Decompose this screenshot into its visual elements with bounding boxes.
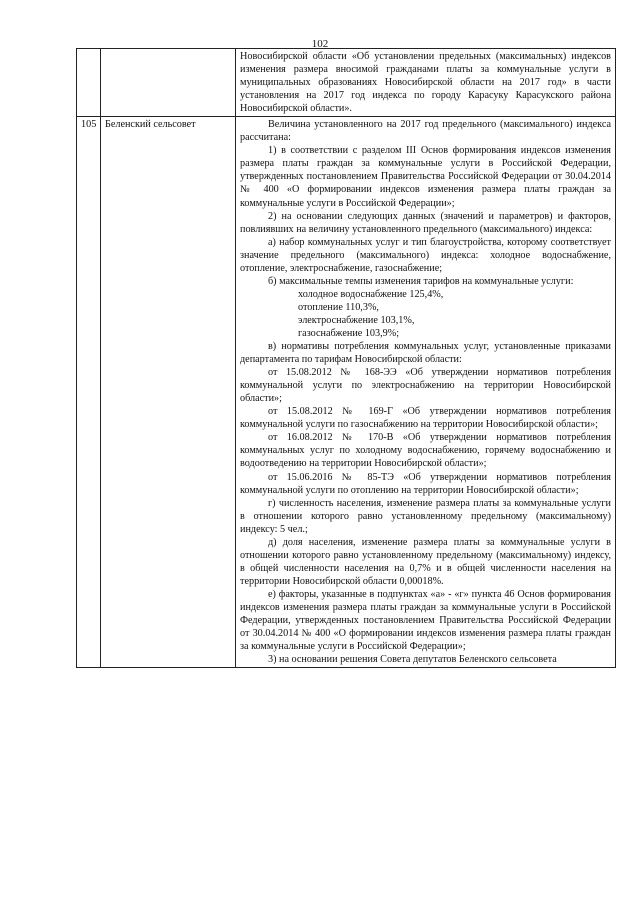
justification-cell [236,117,616,668]
tariff-item: отопление 110,3%, [298,301,379,313]
continuation-text: Новосибирской области «Об установлении предельных (максимальных) индексов изменения размера вносимой гражданами платы за коммунальные услуги в муниципальных образованиях Новосибирской области на 2017 год» в части установления на 2017 год индекса по городу Карасуку Карасукского района Новосибирской области». [240,51,611,115]
paragraph-p2b: б) максимальные темпы изменения тарифов на коммунальные услуги: [268,275,574,287]
municipality-cell: Беленский сельсовет [101,117,236,668]
paragraph-p2g: г) численность населения, изменение размера платы за коммунальные услуги в отношении которого равно установленному предельному (максимальному) индексу: 5 чел.; [240,497,611,535]
paragraph-p2v4: от 15.06.2016 № 85-ТЭ «Об утверждении нормативов потребления коммунальной услуги по отоплению на территории Новосибирской области»; [240,471,611,496]
justification-cell [236,49,616,117]
paragraph-p2: 2) на основании следующих данных (значений и параметров) и факторов, повлиявших на величину установленного предельного (максимального) индекса: [240,210,611,235]
paragraph-p1: 1) в соответствии с разделом III Основ формирования индексов изменения размера платы граждан за коммунальные услуги в Российской Федерации, утвержденных постановлением Правительства Российской Федерации от 30.04.2014 № 400 «О формировании индексов изменения размера платы граждан за коммунальные услуги в Российской Федерации»; [240,145,611,209]
justification-paragraphs-continued [240,340,611,666]
tariff-list [240,288,611,340]
paragraph-p2a: а) набор коммунальных услуг и тип благоустройства, которому соответствует значение предельного (максимального) индекса: холодное водоснабжение, отопление, электроснабжение, газоснабжение; [240,236,611,274]
paragraph-intro: Величина установленного на 2017 год предельного (максимального) индекса рассчитана: [240,119,611,144]
justification-paragraphs [240,118,611,288]
paragraph-p2e: е) факторы, указанные в подпунктах «а» - «г» пункта 46 Основ формирования индексов изменения размера платы граждан за коммунальные услуги в Российской Федерации, утвержденных постановлением Правительства Российской Федерации от 30.04.2014 № 400 «О формировании индексов изменения размера платы граждан за коммунальные услуги в Российской Федерации»; [240,588,611,653]
table-row-continuation [77,49,616,117]
paragraph-p2v2: от 15.08.2012 № 169-Г «Об утверждении нормативов потребления коммунальной услуги по газоснабжению на территории Новосибирской области»; [240,406,611,431]
tariff-item: электроснабжение 103,1%, [298,314,415,326]
indices-table [76,48,616,668]
table-row-105 [77,117,616,668]
paragraph-p2v: в) нормативы потребления коммунальных услуг, установленные приказами департамента по тарифам Новосибирской области: [240,341,611,366]
paragraph-p2v1: от 15.08.2012 № 168-ЭЭ «Об утверждении нормативов потребления коммунальной услуги по электроснабжению на территории Новосибирской области»; [240,367,611,405]
paragraph-p2d: д) доля населения, изменение размера платы за коммунальные услуги в отношении которого равно установленному предельному (максимальному) индексу, в общей численности населения на 0,7% и в общей численности населения на территории Новосибирской области 0,00018%. [240,536,611,587]
paragraph-p3: 3) на основании решения Совета депутатов Беленского сельсовета [268,654,557,666]
paragraph-p2v3: от 16.08.2012 № 170-В «Об утверждении нормативов потребления коммунальных услуг по холодному водоснабжению, горячему водоснабжению и водоотведению на территории Новосибирской области»; [240,432,611,470]
row-number-cell: 105 [77,117,101,668]
tariff-item: холодное водоснабжение 125,4%, [298,288,444,300]
page-number: 102 [311,38,329,50]
tariff-item: газоснабжение 103,9%; [298,327,400,339]
row-number-cell [77,49,101,117]
municipality-cell [101,49,236,117]
